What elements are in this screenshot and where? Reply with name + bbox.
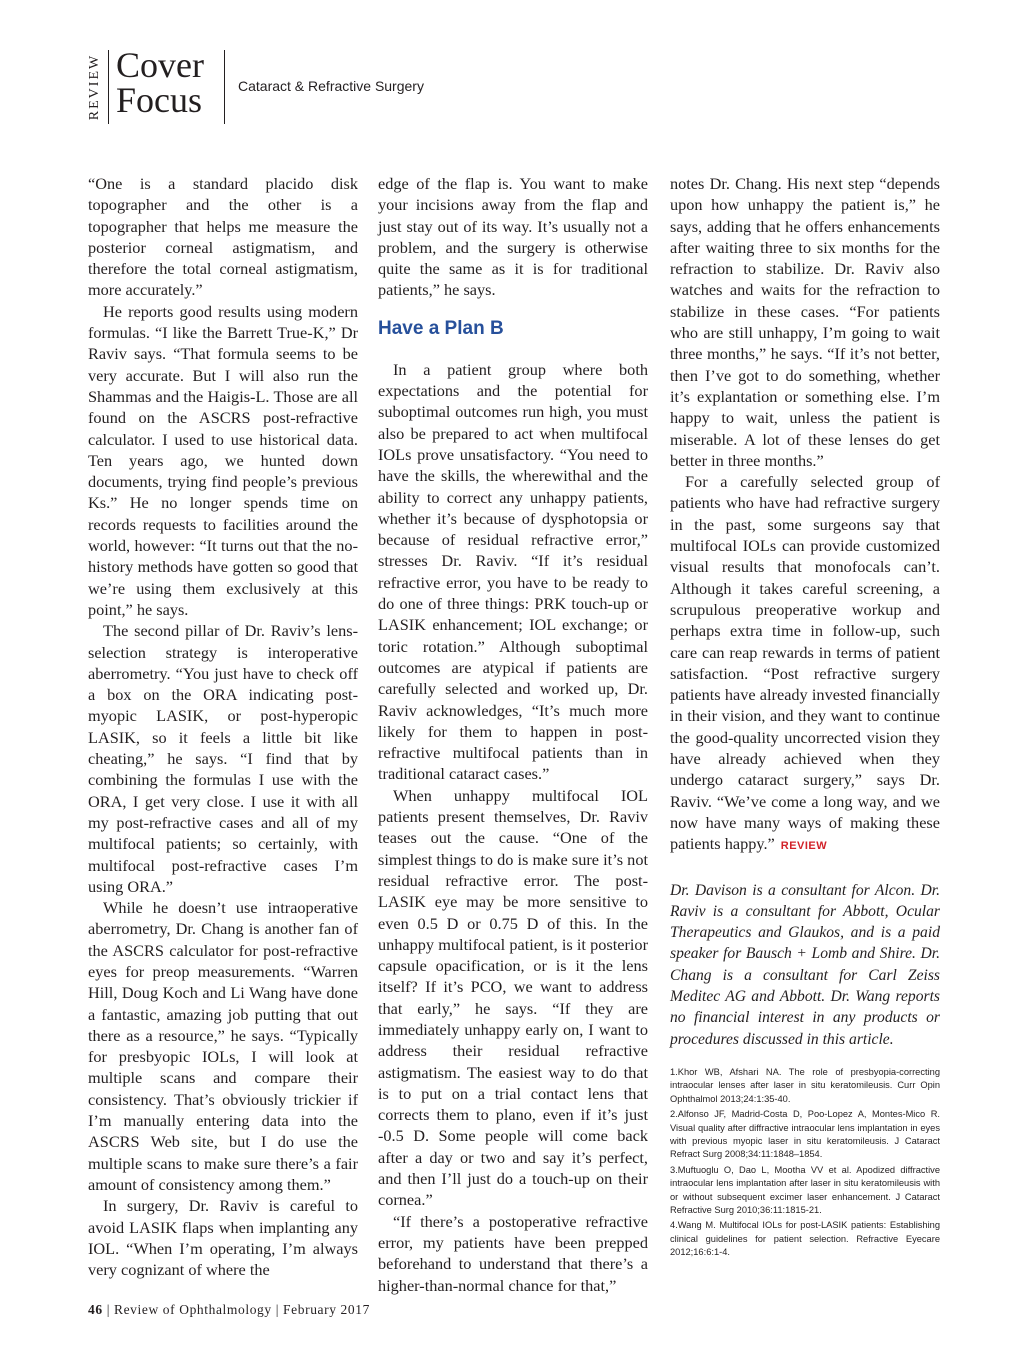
reference-item: 2.Alfonso JF, Madrid-Costa D, Poo-Lopez A, Montes-Mico R. Visual quality after diffractive intraocular lens implantation in eyes with previous myopic laser in situ keratomileusis. J Cataract Refract Surg 2008;34:11:1848–1854. [670,1109,940,1160]
page-footer [88,1302,370,1318]
paragraph: While he doesn’t use intraoperative aberrometry, Dr. Chang is another fan of the ASCRS calculator for post-refractive eyes for preop measurements. “Warren Hill, Doug Koch and Li Wang have done a fantastic, amazing job putting that out there as a resource,” he says. “Typically for presbyopic IOLs, I will look at multiple scans and compare their consistency. That’s obviously trickier if I’m manually entering data into the ASCRS Web site, but I do use the multiple scans to make sure there’s a fair amount of consistency among them.” [88,898,358,1194]
paragraph [670,471,940,857]
focus-word: Focus [116,80,203,120]
paragraph: In a patient group where both expectations and the potential for suboptimal outcomes run high, you must also be prepared to act when multifocal IOLs prove unsatisfactory. “You need to have the skills, the wherewithal and the ability to correct any unhappy patients, whether it’s because of dysphotopsia or because of residual refractive error,” stresses Dr. Raviv. “If it’s residual refractive error, you have to be ready to do one of three things: PRK touch-up or LASIK enhancement; IOL exchange; or toric rotation.” Although suboptimal outcomes are atypical if patients are carefully selected and worked up, Dr. Raviv acknowledges, “It’s much more likely for them to happen in post-refractive multifocal patients than in traditional cataract cases.” [378,359,648,784]
disclosure: Dr. Davison is a consultant for Alcon. Dr. Raviv is a consultant for Abbott, Ocular Therapeutics and Glaukos, and is a paid speaker for Bausch + Lomb and Shire. Dr. Chang is a consultant for Carl Zeiss Meditec AG and Abbott. Dr. Wang reports no financial interest in any products or procedures discussed in this article. [670,881,940,1048]
reference-item: 1.Khor WB, Afshari NA. The role of presbyopia-correcting intraocular lenses after laser in situ keratomileusis. Curr Opin Ophthalmol 2013;24:1:35-40. [670,1066,940,1104]
cover-word: Cover [116,45,204,85]
page-number: 46 [88,1302,103,1317]
footer-separator: | [106,1302,110,1317]
article-column-2 [378,173,648,1296]
paragraph: edge of the flap is. You want to make your incisions away from the flap and just stay out of its way. It’s usually not a problem, and the surgery is otherwise quite the same as it is for traditional patients,” he says. [378,174,648,300]
references [670,1066,940,1260]
footer-separator: | [275,1302,280,1317]
paragraph: When unhappy multifocal IOL patients present themselves, Dr. Raviv teases out the cause. “One of the simplest things to do is make sure it’s not residual refractive error. The post-LASIK eye may be more sensitive to even 0.5 D or 0.75 D of this. In the unhappy multifocal patient, is it posterior capsule opacification, or is it the lens itself? If it’s PCO, we want to address that early,” he says. “If they are immediately unhappy early on, I want to address their residual refractive astigmatism. The easiest way to do that is to put on a trial contact lens that corrects them to plano, even if it’s just -0.5 D. Some people will come back after a day or two and say it’s perfect, and then I’ll just do a touch-up on their cornea.” [378,785,648,1210]
reference-item: 3.Muftuoglu O, Dao L, Mootha VV et al. Apodized diffractive intraocular lens implantation after laser in situ keratomileusis with or without subsequent excimer laser enhancement. J Cataract Refractive Surg 2010;36:11:1815-21. [670,1164,940,1215]
paragraph: The second pillar of Dr. Raviv’s lens-selection strategy is interoperative aberrometry. “You just have to check off a box on the ORA indicating post-myopic LASIK, or post-hyperopic LASIK, so it feels a little bit like cheating,” he says. “I find that by combining the formulas I use with the ORA, I get very close. I use it with all my post-refractive cases and all of my multifocal patients; so certainly, with multifocal post-refractive cases I’m using ORA.” [88,621,358,896]
paragraph: notes Dr. Chang. His next step “depends upon how unhappy the patient is,” he says, adding that he offers enhancements after waiting three to six months for the refraction to stabilize. Dr. Raviv also watches and waits for the refraction to stabilize in these cases. “For patients who are still unhappy, I’m going to wait three months,” he says. “If it’s not better, then I’ve got to do something, whether it’s explantation or something else. I’m happy to wait, unless the patient is miserable. A lot of these lenses do get better in three months.” [670,174,940,470]
paragraph-text: For a carefully selected group of patients who have had refractive surgery in the past, some surgeons say that multifocal IOLs can provide customized visual results that monofocals can’t. Although it takes careful screening, a scrupulous preoperative workup and perhaps extra time in follow-up, such care can reap rewards in terms of patient satisfaction. “Post refractive surgery patients have already invested financially in their vision, and they want to continue the good-quality uncorrected vision they have already achieved when they undergo cataract surgery,” says Dr. Raviv. “We’ve come a long way, and we now have many ways of making these patients happy.” [670,472,940,854]
section-heading: Have a Plan B [378,317,504,339]
paragraph: “If there’s a postoperative refractive error, my patients have been prepped beforehand to understand that there’s a higher-than-normal chance for that,” [378,1211,648,1295]
review-end-mark: REVIEW [780,840,828,853]
publication-name: Review of Ophthalmology [113,1302,272,1317]
paragraph: In surgery, Dr. Raviv is careful to avoid LASIK flaps when implanting any IOL. “When I’m operating, I’m always very cognizant of where the [88,1196,358,1280]
review-vertical-tag: REVIEW [87,53,102,121]
cover-focus-title [116,45,204,120]
issue-date: February 2017 [283,1302,370,1317]
header-divider-right [224,50,225,124]
header-divider-left [108,50,109,124]
article-column-3 [670,173,940,1262]
paragraph: He reports good results using modern formulas. “I like the Barrett True-K,” Dr Raviv says. “That formula seems to be very accurate. But I will also run the Shammas and the Haigis-L. Those are all found on the ASCRS post-refractive calculator. I used to use historical data. Ten years ago, we hunted down documents, trying find people’s previous Ks.” He no longer spends time on records requests to facilities around the world, however: “It turns out that the no-history methods have gotten so good that we’re using them exclusively at this point,” he says. [88,301,358,619]
reference-item: 4.Wang M. Multifocal IOLs for post-LASIK patients: Establishing clinical guidelines for patient selection. Refractive Eyecare 2012;16:6:1-4. [670,1220,940,1258]
section-name: Cataract & Refractive Surgery [238,78,424,94]
paragraph: “One is a standard placido disk topographer and the other is a topographer that helps me measure the posterior corneal astigmatism, and therefore the total corneal astigmatism, more accurately.” [88,174,358,300]
article-column-1 [88,173,358,1280]
